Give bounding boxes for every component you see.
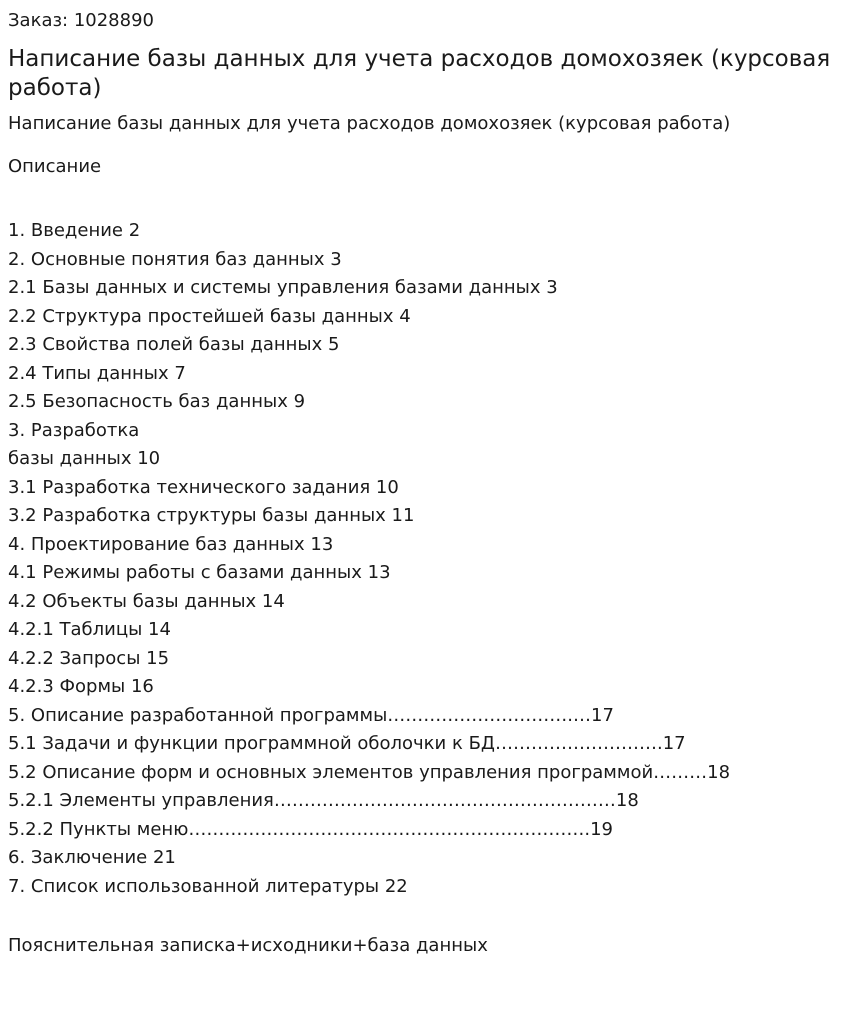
toc-item: 2.5 Безопасность баз данных 9 xyxy=(8,391,306,412)
toc-item: 2. Основные понятия баз данных 3 xyxy=(8,248,342,270)
toc-item: 5.1 Задачи и функции программной оболочки к БД……………………….17 xyxy=(8,733,686,754)
order-number: Заказ: 1028890 xyxy=(8,10,154,31)
toc-item: 4.2.1 Таблицы 14 xyxy=(8,619,171,640)
toc-item: 5.2 Описание форм и основных элементов управления программой………18 xyxy=(8,761,731,783)
toc-item: 6. Заключение 21 xyxy=(8,847,176,868)
toc-item: 5.2.2 Пункты меню………………………………………………………….19 xyxy=(8,818,613,840)
toc-item: 5. Описание разработанной программы………………………….…17 xyxy=(8,704,614,726)
toc-item: 4.2.3 Формы 16 xyxy=(8,676,154,697)
toc-item: 4.2 Объекты базы данных 14 xyxy=(8,590,285,612)
attachment-note: Пояснительная записка+исходники+база данных xyxy=(8,935,488,956)
table-of-contents xyxy=(8,217,839,901)
description-heading: Описание xyxy=(8,156,102,177)
toc-item: 4.1 Режимы работы с базами данных 13 xyxy=(8,562,391,583)
toc-item: 3.2 Разработка структуры базы данных 11 xyxy=(8,505,415,526)
page-title: Написание базы данных для учета расходов домохозяек (курсовая работа) xyxy=(8,46,831,101)
toc-item: 2.1 Базы данных и системы управления базами данных 3 xyxy=(8,277,558,298)
toc-item: 7. Список использованной литературы 22 xyxy=(8,875,408,897)
toc-item: 3. Разработка xyxy=(8,419,140,441)
page-subtitle: Написание базы данных для учета расходов домохозяек (курсовая работа) xyxy=(8,113,731,134)
toc-item: 4. Проектирование баз данных 13 xyxy=(8,533,334,555)
toc-item: 2.4 Типы данных 7 xyxy=(8,362,186,384)
toc-item: 5.2.1 Элементы управления…………………………………………………18 xyxy=(8,790,639,811)
toc-item: 4.2.2 Запросы 15 xyxy=(8,647,170,669)
toc-item: базы данных 10 xyxy=(8,448,161,469)
toc-item: 2.3 Свойства полей базы данных 5 xyxy=(8,334,340,355)
toc-item: 3.1 Разработка технического задания 10 xyxy=(8,476,399,498)
toc-item: 2.2 Структура простейшей базы данных 4 xyxy=(8,305,411,327)
toc-item: 1. Введение 2 xyxy=(8,220,141,241)
